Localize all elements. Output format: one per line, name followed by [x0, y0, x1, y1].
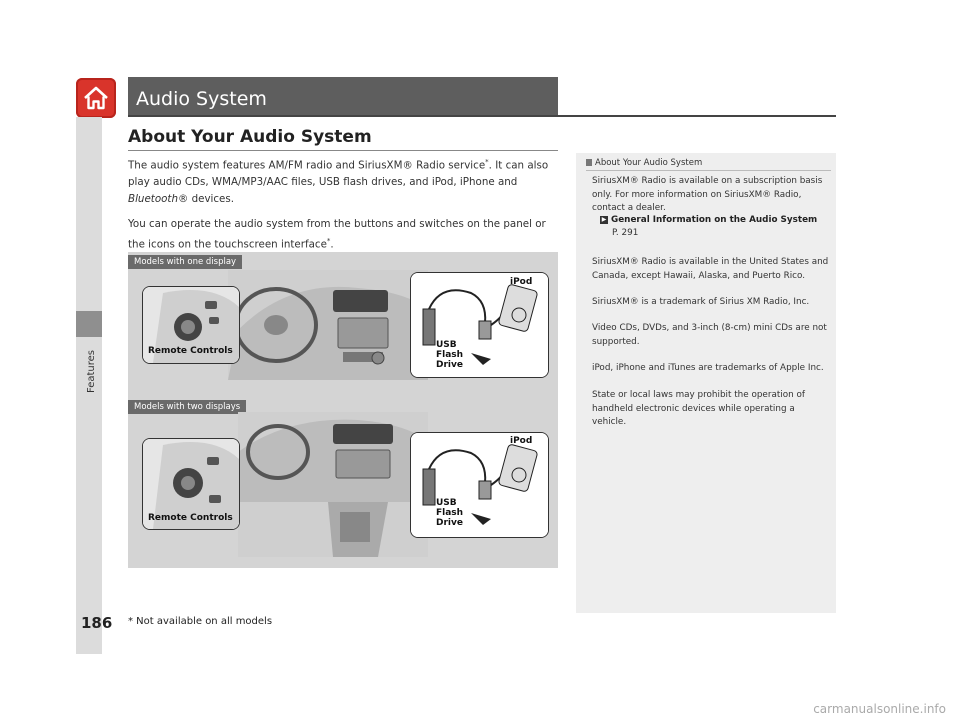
ipod-label: iPod	[510, 436, 533, 446]
sidebar-paragraph: Video CDs, DVDs, and 3-inch (8-cm) mini CDs are not supported.	[592, 323, 827, 347]
footnote-marker: *	[485, 158, 489, 166]
usb-line: Flash	[436, 350, 464, 360]
sidebar-title-text: About Your Audio System	[595, 158, 703, 168]
chapter-title: Audio System	[136, 88, 267, 110]
usb-ipod-callout-bottom	[410, 432, 549, 538]
intro-paragraph-1	[128, 154, 558, 208]
reference-arrow-icon: ▶	[601, 215, 607, 223]
dashboard-two-displays-illustration	[238, 412, 428, 557]
page-number: 186	[81, 614, 113, 632]
usb-line: Drive	[436, 518, 463, 528]
remote-controls-label: Remote Controls	[148, 513, 233, 523]
usb-line: Flash	[436, 508, 464, 518]
sidebar-title	[586, 158, 702, 168]
sidebar-paragraph: SiriusXM® Radio is available in the United States and Canada, except Hawaii, Alaska, and Puerto Rico.	[592, 257, 829, 281]
note-marker-icon	[586, 159, 592, 166]
section-divider	[128, 150, 558, 151]
intro-text: . It can also play audio CDs, WMA/MP3/AAC files, USB flash drives, and iPod, iPhone and	[128, 159, 549, 189]
intro-text: The audio system features AM/FM radio and SiriusXM® Radio service	[128, 159, 486, 172]
side-tab-marker[interactable]	[76, 311, 102, 337]
audio-system-figure	[128, 252, 558, 568]
watermark: carmanualsonline.info	[813, 702, 946, 716]
home-icon	[82, 84, 110, 112]
remote-controls-label: Remote Controls	[148, 346, 233, 356]
ipod-label: iPod	[510, 277, 533, 287]
usb-ipod-connection-icon	[411, 433, 548, 537]
intro-text: ® devices.	[178, 193, 235, 206]
usb-line: USB	[436, 498, 457, 508]
footnote-marker: *	[326, 237, 331, 245]
section-title: About Your Audio System	[128, 127, 372, 147]
usb-line: Drive	[436, 360, 463, 370]
usb-flash-drive-label	[436, 498, 463, 528]
usb-ipod-callout-top	[410, 272, 549, 378]
cross-reference-link[interactable]	[600, 214, 817, 228]
footnote: * Not available on all models	[128, 616, 273, 627]
chapter-divider	[128, 115, 836, 117]
intro-text: You can operate the audio system from the buttons and switches on the panel or the icons on the touchscreen interface	[128, 218, 546, 251]
reference-title: General Information on the Audio System	[611, 215, 818, 225]
reference-page: P. 291	[612, 228, 639, 238]
usb-line: USB	[436, 340, 457, 350]
figure-label-one-display: Models with one display	[128, 255, 242, 269]
side-tab-label: Features	[86, 350, 97, 393]
dashboard-one-display-illustration	[228, 270, 428, 380]
bluetooth-text: Bluetooth	[128, 193, 178, 206]
intro-paragraph-2	[128, 216, 558, 253]
figure-label-two-displays: Models with two displays	[128, 400, 246, 414]
sidebar-paragraph: iPod, iPhone and iTunes are trademarks of Apple Inc.	[592, 363, 824, 373]
sidebar-notes	[576, 153, 836, 613]
sidebar-divider	[586, 170, 831, 171]
usb-flash-drive-label	[436, 340, 463, 370]
usb-ipod-connection-icon	[411, 273, 548, 377]
chapter-header	[128, 77, 558, 115]
sidebar-paragraph: SiriusXM® is a trademark of Sirius XM Radio, Inc.	[592, 297, 810, 307]
intro-text: .	[330, 238, 334, 251]
sidebar-paragraph: State or local laws may prohibit the operation of handheld electronic devices while operating a vehicle.	[592, 390, 805, 427]
home-button[interactable]	[76, 78, 116, 118]
sidebar-paragraph: SiriusXM® Radio is available on a subscription basis only. For more information on SiriusXM® Radio, contact a dealer.	[592, 176, 823, 213]
